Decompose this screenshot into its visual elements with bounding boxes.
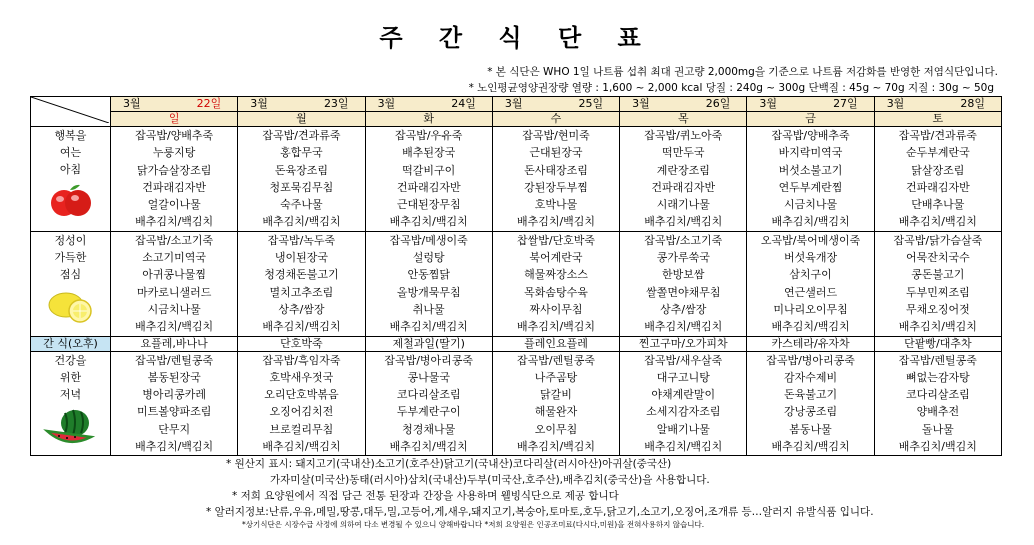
menu-item: 호박나물: [534, 198, 578, 212]
menu-item: 닭갈비: [540, 388, 572, 402]
menu-item: 시금치나물: [147, 302, 201, 316]
menu-item: 콩나물국: [407, 370, 450, 384]
menu-item: 호박새우젓국: [269, 370, 334, 384]
date-header: [238, 97, 365, 112]
menu-item: 잡곡밥/렌틸콩죽: [516, 353, 596, 367]
menu-item: 병아리콩카레: [142, 388, 207, 402]
menu-item: 마카로니샐러드: [136, 285, 212, 299]
month-label: 3월: [123, 97, 141, 110]
weekday-header: 화: [365, 112, 492, 127]
menu-item: 배추김치/백김치: [135, 215, 214, 229]
lunch-label: [31, 231, 111, 336]
menu-item: 잡곡밥/새우살죽: [644, 353, 723, 367]
menu-item: 배추김치/백김치: [135, 320, 214, 334]
menu-item: 닭살장조림: [911, 163, 965, 177]
menu-item: 상추/쌈장: [278, 302, 325, 316]
menu-item: 야채계란말이: [651, 388, 716, 402]
snack-item: 단팥빵/대추차: [874, 336, 1001, 351]
menu-item: 뼈없는감자탕: [905, 370, 970, 384]
menu-item: 배추김치/백김치: [644, 320, 723, 334]
menu-item: 닭가슴살장조림: [136, 163, 212, 177]
date-label: 23일: [323, 97, 349, 110]
lunch-day-cell: [492, 231, 619, 336]
menu-item: 시래기나물: [656, 198, 710, 212]
date-header: [365, 97, 492, 112]
breakfast-day-cell: [874, 127, 1001, 232]
menu-item: 배추김치/백김치: [262, 215, 341, 229]
dinner-day-cell: [492, 351, 619, 456]
menu-item: 연두부계란찜: [778, 180, 843, 194]
menu-item: 잡곡밥/현미죽: [522, 129, 590, 142]
menu-item: 배추김치/백김치: [771, 440, 850, 454]
dinner-day-cell: [874, 351, 1001, 456]
menu-item: 감자수제비: [783, 370, 838, 384]
snack-label: 간 식(오후): [31, 336, 111, 351]
menu-item: 떡갈비구이: [402, 163, 456, 177]
menu-item: 잡곡밥/병아리콩죽: [766, 353, 855, 367]
menu-item: 두부민찌조림: [905, 285, 970, 299]
menu-item: 잡곡밥/소고기죽: [644, 233, 723, 247]
menu-item: 배추김치/백김치: [516, 320, 596, 334]
dinner-label: [31, 351, 111, 456]
month-label: 3월: [250, 97, 268, 110]
weekly-menu-table: [30, 96, 1002, 456]
menu-item: 배추된장국: [402, 146, 456, 160]
menu-item: 돈사태장조림: [524, 163, 588, 177]
menu-item: 건파래김자반: [142, 180, 207, 194]
menu-item: 안동찜닭: [407, 268, 450, 282]
weekday-header: 월: [238, 112, 365, 127]
allergy-note: * 알러지정보:난류,우유,메밀,땅콩,대두,밀,고등어,게,새우,돼지고기,복숭아,토마토,호두,닭고기,소고기,오징어,조개류 등…알러지 유발식품 입니다.: [206, 506, 874, 518]
date-header: [874, 97, 1001, 112]
menu-item: 계란장조림: [656, 163, 710, 177]
menu-item: 배추김치/백김치: [262, 320, 341, 334]
meal-label-line: 여는: [59, 146, 82, 159]
menu-item: 배추김치/백김치: [135, 440, 214, 454]
breakfast-day-cell: [620, 127, 747, 232]
menu-item: 아귀콩나물찜: [142, 268, 207, 282]
menu-item: 건파래김자반: [905, 180, 970, 194]
menu-item: 배추김치/백김치: [771, 215, 850, 229]
menu-item: 목화솜탕수육: [524, 285, 588, 299]
menu-item: 코다리살조림: [905, 388, 970, 402]
menu-item: 취나물: [412, 302, 445, 316]
menu-item: 버섯육개장: [783, 251, 838, 265]
breakfast-day-cell: [365, 127, 492, 232]
menu-item: 배추김치/백김치: [389, 215, 468, 229]
month-label: 3월: [377, 97, 396, 110]
menu-item: 잡곡밥/녹두죽: [267, 233, 336, 247]
menu-item: 청경채나물: [402, 422, 456, 436]
dinner-day-cell: [365, 351, 492, 456]
meal-label-line: 행복을: [54, 129, 87, 142]
menu-item: 누룽지탕: [152, 146, 196, 160]
snack-item: 요플레,바나나: [111, 336, 238, 351]
date-header: [620, 97, 747, 112]
menu-item: 숙주나물: [280, 198, 323, 212]
lunch-day-cell: [874, 231, 1001, 336]
month-label: 3월: [886, 97, 905, 110]
menu-item: 어묵잔치국수: [905, 251, 970, 265]
snack-item: 단호박죽: [238, 336, 365, 351]
menu-item: 잡곡밥/양배추죽: [771, 129, 850, 142]
menu-item: 봄동된장국: [147, 370, 201, 384]
menu-item: 오리단호박볶음: [264, 388, 339, 402]
date-label: 24일: [451, 97, 476, 110]
menu-item: 콩돈불고기: [911, 268, 965, 282]
sodium-note: * 본 식단은 WHO 1일 나트륨 섭취 최대 권고량 2,000mg을 기준으로 나트륨 저감화를 반영한 저염식단입니다.: [487, 66, 998, 78]
menu-item: 잡곡밥/메생이죽: [389, 233, 468, 247]
menu-item: 배추김치/백김치: [644, 215, 723, 229]
menu-item: 잡곡밥/퀴노아죽: [644, 129, 723, 142]
page-title: 주 간 식 단 표: [379, 24, 655, 52]
meal-label-line: 아침: [59, 163, 82, 176]
snack-item: 카스테라/유자차: [747, 336, 874, 351]
menu-item: 소세지감자조림: [646, 405, 721, 419]
meal-label-line: 정성이: [54, 233, 87, 247]
menu-item: 떡만두국: [662, 146, 705, 160]
date-label: 22일: [196, 97, 222, 110]
menu-item: 양배추전: [916, 405, 960, 419]
menu-item: 배추김치/백김치: [516, 440, 596, 454]
origin-note-cont: 가자미살(미국산)동태(러시아)삼치(국내산)두부(미국산,호주산),배추김치(중국산)을 사용합니다.: [270, 474, 710, 486]
weekday-header: 일: [111, 112, 238, 127]
menu-item: 건파래김자반: [396, 180, 461, 194]
menu-item: 순두부계란국: [905, 146, 970, 160]
menu-item: 브로컬리무침: [269, 422, 334, 436]
menu-item: 단배추나물: [911, 198, 965, 212]
lemon-icon: [46, 287, 96, 323]
menu-item: 배추김치/백김치: [771, 320, 850, 334]
dinner-day-cell: [238, 351, 365, 456]
menu-item: 배추김치/백김치: [516, 215, 596, 229]
menu-item: 배추김치/백김치: [389, 440, 468, 454]
menu-item: 잡곡밥/닭가슴살죽: [893, 233, 983, 247]
menu-item: 오이무침: [534, 422, 578, 436]
menu-item: 강된장두부찜: [524, 180, 588, 194]
date-label: 25일: [578, 97, 604, 110]
menu-item: 찹쌀밥/단호박죽: [516, 233, 596, 247]
menu-item: 단무지: [158, 422, 191, 436]
menu-item: 돈육장조림: [274, 163, 328, 177]
weekday-header: 토: [874, 112, 1001, 127]
snack-item: 찐고구마/오가피차: [620, 336, 747, 351]
menu-item: 잡곡밥/견과류죽: [898, 129, 977, 142]
meal-label-line: 가득한: [54, 250, 87, 264]
menu-item: 잡곡밥/병아리콩죽: [384, 353, 474, 367]
weekday-header: 수: [492, 112, 619, 127]
lunch-day-cell: [111, 231, 238, 336]
menu-item: 대구고니탕: [656, 370, 710, 384]
menu-item: 짜사이무침: [529, 302, 583, 316]
date-label: 26일: [705, 97, 731, 110]
date-label: 27일: [833, 97, 858, 110]
menu-item: 북어계란국: [529, 251, 583, 265]
menu-item: 배추김치/백김치: [644, 440, 723, 454]
menu-item: 잡곡밥/소고기죽: [135, 233, 214, 247]
date-label: 28일: [960, 97, 985, 110]
menu-item: 해물짜장소스: [524, 268, 588, 282]
menu-item: 버섯소불고기: [778, 163, 843, 177]
menu-item: 설렁탕: [412, 251, 445, 265]
breakfast-day-cell: [238, 127, 365, 232]
lunch-day-cell: [620, 231, 747, 336]
snack-item: 제철과일(딸기): [365, 336, 492, 351]
menu-item: 배추김치/백김치: [898, 215, 977, 229]
breakfast-label: [31, 127, 111, 232]
sauce-note: * 저희 요양원에서 직접 담근 전통 된장과 간장을 사용하며 웰빙식단으로 제공 합니다: [232, 490, 619, 502]
menu-item: 쌀쫄면야채무침: [646, 285, 721, 299]
meal-label-line: 건강을: [54, 353, 87, 367]
menu-item: 콩가루쑥국: [656, 251, 710, 265]
meal-label-line: 위한: [59, 370, 82, 384]
breakfast-day-cell: [747, 127, 874, 232]
dinner-day-cell: [747, 351, 874, 456]
breakfast-day-cell: [492, 127, 619, 232]
weekday-header: 금: [747, 112, 874, 127]
menu-item: 코다리살조림: [396, 388, 461, 402]
menu-item: 소고기미역국: [142, 251, 207, 265]
menu-item: 강낭콩조림: [783, 405, 838, 419]
date-header: [111, 97, 238, 112]
change-note: *상기식단은 시장수급 사정에 의하여 다소 변경될 수 있으니 양해바랍니다 *저희 요양원은 인공조미료(다시다,미원)을 전혀사용하지 않습니다.: [242, 520, 705, 529]
snack-item: 플레인요플레: [492, 336, 619, 351]
menu-item: 오곡밥/북어메생이죽: [760, 233, 861, 247]
menu-item: 건파래김자반: [651, 180, 716, 194]
date-header: [492, 97, 619, 112]
menu-item: 멸치고추조림: [269, 285, 334, 299]
menu-item: 상추/쌈장: [660, 302, 707, 316]
month-label: 3월: [504, 97, 523, 110]
menu-item: 얼갈이나물: [147, 198, 201, 212]
table-corner: [31, 97, 111, 127]
menu-item: 무채오징어젓: [905, 302, 970, 316]
date-header: [747, 97, 874, 112]
dinner-day-cell: [620, 351, 747, 456]
menu-item: 냉이된장국: [274, 251, 328, 265]
menu-item: 배추김치/백김치: [389, 320, 468, 334]
menu-item: 배추김치/백김치: [898, 440, 977, 454]
apple-icon: [46, 182, 96, 218]
lunch-day-cell: [238, 231, 365, 336]
menu-item: 잡곡밥/견과류죽: [262, 129, 341, 142]
nutrition-note: * 노인평균영양권장량 열량 : 1,600 ~ 2,000 kcal 당질 : 240g ~ 300g 단백질 : 45g ~ 70g 지질 : 30g ~ 50g: [468, 82, 994, 94]
menu-item: 근대된장국: [529, 146, 583, 160]
menu-item: 한방보쌈: [662, 268, 705, 282]
menu-item: 청경채돈불고기: [264, 268, 339, 282]
menu-item: 시금치나물: [783, 198, 838, 212]
menu-item: 청포묵김무침: [269, 180, 334, 194]
menu-item: 봄동나물: [789, 422, 832, 436]
lunch-day-cell: [365, 231, 492, 336]
menu-item: 연근샐러드: [783, 285, 838, 299]
breakfast-day-cell: [111, 127, 238, 232]
lunch-day-cell: [747, 231, 874, 336]
menu-item: 잡곡밥/양배추죽: [135, 129, 214, 142]
weekday-header: 목: [620, 112, 747, 127]
menu-item: 오징어김치전: [269, 405, 334, 419]
menu-item: 돌나물: [921, 422, 954, 436]
menu-item: 삼치구이: [789, 268, 832, 282]
meal-label-line: 저녁: [59, 387, 82, 401]
menu-item: 잡곡밥/렌틸콩죽: [898, 353, 977, 367]
dinner-day-cell: [111, 351, 238, 456]
menu-item: 해물완자: [534, 405, 578, 419]
menu-item: 잡곡밥/우유죽: [394, 129, 463, 142]
watermelon-icon: [43, 407, 99, 447]
menu-item: 나주곰탕: [534, 370, 578, 384]
menu-item: 배추김치/백김치: [262, 440, 341, 454]
menu-item: 잡곡밥/흑임자죽: [262, 353, 341, 367]
meal-label-line: 점심: [59, 267, 82, 281]
month-label: 3월: [632, 97, 650, 110]
origin-note: * 원산지 표시: 돼지고기(국내산)소고기(호주산)닭고기(국내산)코다리살(러시아산)아귀살(중국산): [226, 458, 672, 470]
menu-item: 알배기나물: [656, 422, 710, 436]
menu-item: 미나리오이무침: [773, 302, 848, 316]
menu-item: 미트볼양파조림: [136, 405, 212, 419]
menu-item: 돈육불고기: [783, 388, 838, 402]
month-label: 3월: [759, 97, 778, 110]
menu-item: 올방개묵무침: [396, 285, 461, 299]
menu-item: 바지락미역국: [778, 146, 843, 160]
menu-item: 근대된장무침: [396, 198, 461, 212]
menu-item: 잡곡밥/렌틸콩죽: [135, 353, 214, 367]
menu-item: 배추김치/백김치: [898, 320, 977, 334]
menu-item: 두부계란구이: [396, 405, 461, 419]
menu-item: 홍합무국: [280, 146, 323, 160]
